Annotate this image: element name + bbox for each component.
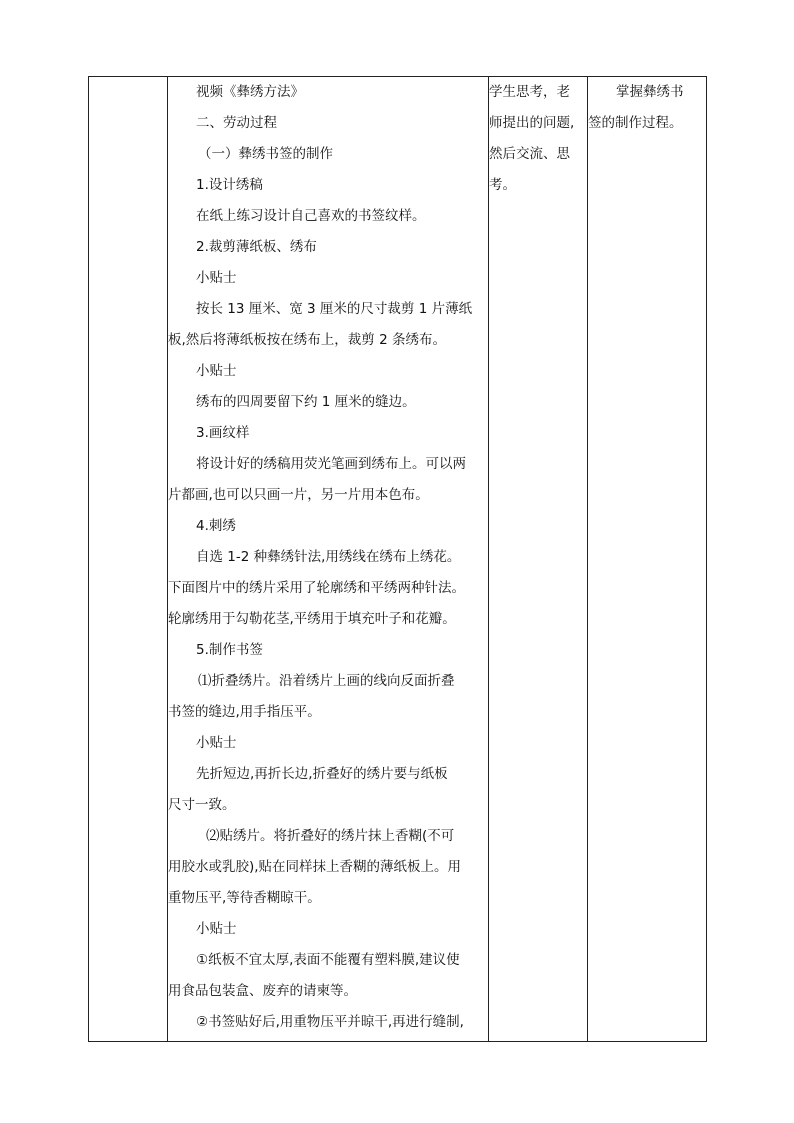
process-line: （一）彝绣书签的制作: [198, 146, 333, 162]
process-line: 书签的缝边,用手指压平。: [168, 704, 321, 720]
process-line: 轮廓绣用于勾勒花茎,平绣用于填充叶子和花瓣。: [168, 611, 456, 627]
blank-stage-cell: [89, 77, 168, 1042]
process-line: 尺寸一致。: [168, 797, 236, 813]
process-line: 将设计好的绣稿用荧光笔画到绣布上。可以两: [196, 456, 466, 472]
process-line: 用食品包装盒、废弃的请柬等。: [168, 983, 357, 999]
process-line: 用胶水或乳胶),贴在同样抹上香糊的薄纸板上。用: [168, 859, 462, 875]
process-line: 小贴士: [196, 363, 237, 379]
process-line: 重物压平,等待香糊晾干。: [168, 890, 321, 906]
process-line: 板,然后将薄纸板按在绣布上，裁剪 2 条绣布。: [168, 332, 446, 348]
teaching-process-cell: [168, 77, 489, 1042]
process-line: 下面图片中的绣片采用了轮廓绣和平绣两种针法。: [168, 580, 465, 596]
process-line: 5.制作书签: [196, 642, 263, 658]
design-intent-cell: [588, 77, 707, 1042]
process-line: 小贴士: [196, 921, 237, 937]
process-line: 先折短边,再折长边,折叠好的绣片要与纸板: [196, 766, 448, 782]
goal-line: 掌握彝绣书: [616, 84, 684, 100]
process-line: 绣布的四周要留下约 1 厘米的缝边。: [196, 394, 416, 410]
process-line: 视频《彝绣方法》: [196, 84, 304, 100]
process-line: 片都画,也可以只画一片，另一片用本色布。: [168, 487, 429, 503]
process-line: 二、劳动过程: [196, 115, 277, 131]
student-line: 师提出的问题,: [489, 115, 575, 131]
goal-line: 签的制作过程。: [588, 115, 683, 131]
process-line: 1.设计绣稿: [196, 177, 263, 193]
student-line: 然后交流、思: [489, 146, 570, 162]
process-line: 2.裁剪薄纸板、绣布: [196, 239, 317, 255]
student-line: 考。: [489, 177, 516, 193]
process-line: 按长 13 厘米、宽 3 厘米的尺寸裁剪 1 片薄纸: [196, 301, 473, 317]
process-text: [168, 77, 488, 1038]
process-line: 小贴士: [196, 735, 237, 751]
lesson-plan-table: [88, 76, 707, 1042]
process-line: 自选 1-2 种彝绣针法,用绣线在绣布上绣花。: [196, 549, 461, 565]
process-line: 3.画纹样: [196, 425, 250, 441]
table-row: [89, 77, 707, 1042]
student-activity-cell: [489, 77, 588, 1042]
process-line: 在纸上练习设计自己喜欢的书签纹样。: [196, 208, 426, 224]
process-line: 小贴士: [196, 270, 237, 286]
process-line: ①纸板不宜太厚,表面不能覆有塑料膜,建议使: [196, 952, 460, 968]
student-line: 学生思考，老: [489, 84, 570, 100]
process-line: ⑵贴绣片。将折叠好的绣片抹上香糊(不可: [206, 828, 455, 844]
process-line: ⑴折叠绣片。沿着绣片上画的线向反面折叠: [198, 673, 455, 689]
process-line: ②书签贴好后,用重物压平并晾干,再进行缝制,: [196, 1014, 464, 1030]
process-line: 4.刺绣: [196, 518, 236, 534]
